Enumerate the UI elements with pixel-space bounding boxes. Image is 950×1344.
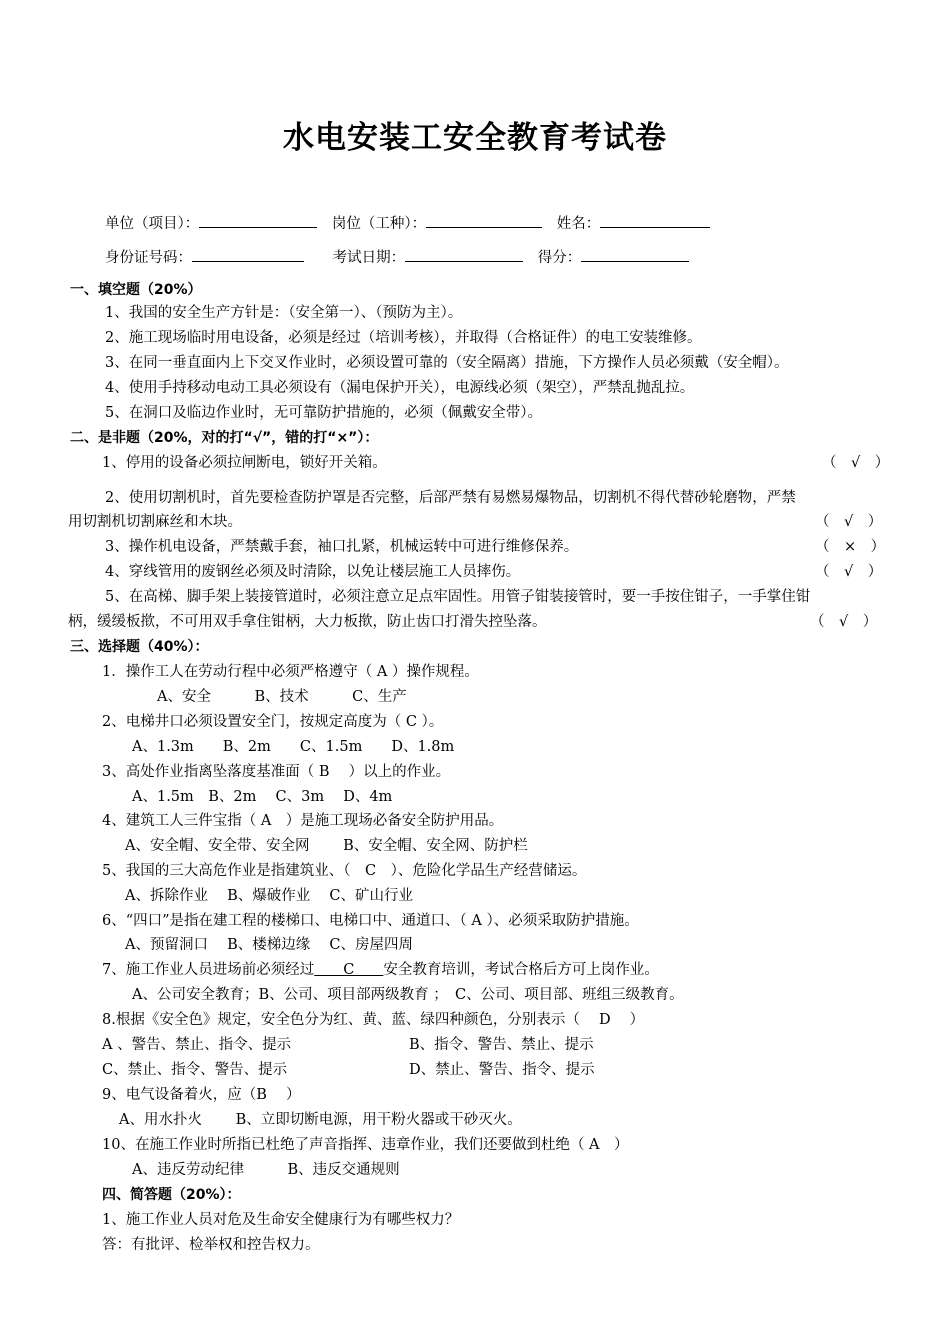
s1-question-5: 5、在洞口及临边作业时，无可靠防护措施的，必须（佩戴安全带）。	[105, 405, 542, 421]
s3-question-4: 4、建筑工人三件宝指（ A ）是施工现场必备安全防护用品。	[102, 813, 504, 829]
s2-question-5b: 柄，缓缓板揿，不可用双手拿住钳柄，大力板揿，防止齿口打滑失控坠落。	[68, 614, 547, 630]
id-label: 身份证号码：	[105, 250, 192, 266]
s1-question-2: 2、施工现场临时用电设备，必须是经过（培训考核），并取得（合格证件）的电工安装维修。	[105, 330, 702, 346]
score-label: 得分：	[537, 250, 582, 266]
s3-question-7	[102, 960, 659, 980]
s3-question-10: 10、在施工作业时所指已杜绝了声音指挥、违章作业，我们还要做到杜绝（ A ）	[102, 1137, 629, 1153]
s1-question-1: 1、我国的安全生产方针是：（安全第一）、（预防为主）。	[105, 305, 463, 321]
s2-answer-2: （ √ ）	[815, 514, 883, 530]
s3-question-7-suffix: 安全教育培训，考试合格后方可上岗作业。	[383, 962, 659, 978]
s3-option-8a: A 、警告、禁止、指令、提示	[102, 1037, 292, 1053]
section-4-heading: 四、简答题（20%）：	[102, 1187, 241, 1203]
s3-options-5: A、拆除作业 B、爆破作业 C、矿山行业	[125, 888, 413, 904]
unit-field[interactable]	[199, 212, 317, 228]
date-label: 考试日期：	[332, 250, 406, 266]
s3-question-3: 3、高处作业指离坠落度基准面（ B ）以上的作业。	[102, 764, 451, 780]
s3-option-8d: D、禁止、警告、指令、提示	[409, 1062, 595, 1078]
info-row-2	[105, 246, 699, 267]
section-1-heading: 一、填空题（20%）	[70, 282, 202, 298]
post-field[interactable]	[426, 212, 542, 228]
s2-question-1: 1、停用的设备必须拉闸断电，锁好开关箱。	[102, 455, 387, 471]
s3-question-7-prefix: 7、施工作业人员进场前必须经过	[102, 962, 315, 978]
s2-answer-4: （ √ ）	[815, 564, 883, 580]
s3-options-2: A、1.3m B、2m C、1.5m D、1.8m	[132, 739, 455, 755]
s2-question-3: 3、操作机电设备，严禁戴手套，袖口扎紧，机械运转中可进行维修保养。	[105, 539, 579, 555]
s2-question-4: 4、穿线管用的废钢丝必须及时清除，以免让楼层施工人员摔伤。	[105, 564, 521, 580]
name-label: 姓名：	[556, 216, 601, 232]
score-field[interactable]	[581, 246, 689, 262]
s3-options-3: A、1.5m B、2m C、3m D、4m	[132, 789, 393, 805]
id-field[interactable]	[192, 246, 304, 262]
s3-options-6: A、预留洞口 B、楼梯边缘 C、房屋四周	[125, 937, 413, 953]
s3-options-9: A、用水扑火 B、立即切断电源，用干粉火器或干砂灭火。	[119, 1112, 522, 1128]
s3-question-5: 5、我国的三大高危作业是指建筑业、（ C ）、危险化学品生产经营储运。	[102, 863, 587, 879]
s3-options-4: A、安全帽、安全带、安全网 B、安全帽、安全网、防护栏	[125, 838, 528, 854]
s3-question-8: 8.根据《安全色》规定，安全色分为红、黄、蓝、绿四种颜色，分别表示（ D ）	[102, 1012, 645, 1028]
s2-question-5a: 5、在高梯、脚手架上装接管道时，必须注意立足点牢固性。用管子钳装接管时，要一手按住钳子，一手掌住钳	[105, 589, 811, 605]
s3-option-8c: C、禁止、指令、警告、提示	[102, 1062, 288, 1078]
page-title: 水电安装工安全教育考试卷	[283, 120, 667, 156]
s1-question-4: 4、使用手持移动电动工具必须设有（漏电保护开关），电源线必须（架空），严禁乱抛乱拉。	[105, 380, 695, 396]
s2-answer-3: （ × ）	[815, 539, 886, 555]
info-row-1	[105, 212, 720, 233]
s2-answer-5: （ √ ）	[810, 614, 878, 630]
date-field[interactable]	[405, 246, 523, 262]
section-3-heading: 三、选择题（40%）：	[70, 639, 209, 655]
s1-question-3: 3、在同一垂直面内上下交叉作业时，必须设置可靠的（安全隔离）措施，下方操作人员必须戴（安全帽）。	[105, 355, 789, 371]
s4-question-1: 1、施工作业人员对危及生命安全健康行为有哪些权力？	[102, 1212, 460, 1228]
s3-option-8b: B、指令、警告、禁止、提示	[409, 1037, 594, 1053]
s3-options-1: A、安全 B、技术 C、生产	[157, 689, 407, 705]
name-field[interactable]	[600, 212, 710, 228]
s3-question-2: 2、电梯井口必须设置安全门，按规定高度为（ C ）。	[102, 714, 444, 730]
s2-answer-1: （ √ ）	[822, 455, 890, 471]
section-2-heading: 二、是非题（20%，对的打“√”，错的打“×”）：	[70, 430, 379, 446]
s2-question-2b: 用切割机切割麻丝和木块。	[68, 514, 242, 530]
unit-label: 单位（项目）：	[105, 216, 200, 232]
s3-question-7-answer: C	[314, 962, 384, 978]
s3-options-10: A、违反劳动纪律 B、违反交通规则	[132, 1162, 400, 1178]
s3-question-9: 9、电气设备着火，应（B ）	[102, 1087, 301, 1103]
s4-answer-1: 答：有批评、检举权和控告权力。	[102, 1237, 320, 1253]
s3-question-6: 6、“四口”是指在建工程的楼梯口、电梯口中、通道口、（ A ）、必须采取防护措施。	[102, 913, 639, 929]
s2-question-2a: 2、使用切割机时，首先要检查防护罩是否完整，后部严禁有易燃易爆物品，切割机不得代替砂轮磨物，严禁	[105, 490, 796, 506]
s3-options-7: A、公司安全教育；B、公司、项目部两级教育 ； C、公司、项目部、班组三级教育。	[132, 987, 684, 1003]
s3-question-1: 1．操作工人在劳动行程中必须严格遵守（ A ）操作规程。	[102, 664, 479, 680]
post-label: 岗位（工种）：	[331, 216, 427, 232]
